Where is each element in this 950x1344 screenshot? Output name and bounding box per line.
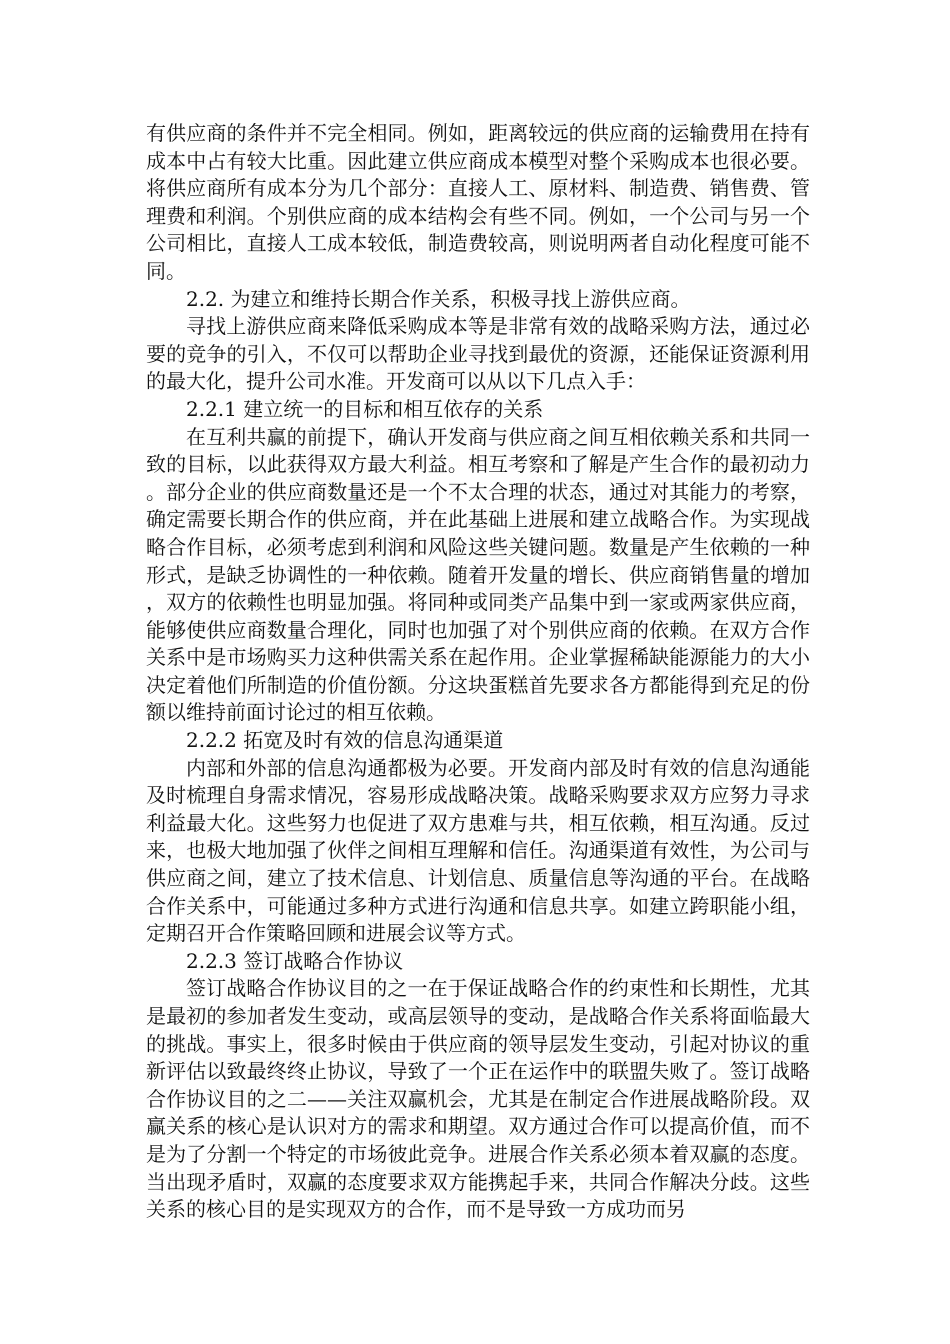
paragraph-communication-channels: 内部和外部的信息沟通都极为必要。开发商内部及时有效的信息沟通能及时梳理自身需求情况，容易形成战略决策。战略采购要求双方应努力寻求利益最大化。这些努力也促进了双方患难与共，相互依赖，相互沟通。反过来，也极大地加强了伙伴之间相互理解和信任。沟通渠道有效性，为公司与供应商之间，建立了技术信息、计划信息、质量信息等沟通的平台。在战略合作关系中，可能通过多种方式进行沟通和信息共享。如建立跨职能小组，定期召开合作策略回顾和进展会议等方式。	[146, 755, 810, 946]
paragraph-mutual-dependence: 在互利共赢的前提下，确认开发商与供应商之间互相依赖关系和共同一致的目标，以此获得双方最大利益。相互考察和了解是产生合作的最初动力。部分企业的供应商数量还是一个不太合理的状态，通过对其能力的考察，确定需要长期合作的供应商，并在此基础上进展和建立战略合作。为实现战略合作目标，必须考虑到利润和风险这些关键问题。数量是产生依赖的一种形式，是缺乏协调性的一种依赖。随着开发量的增长、供应商销售量的增加，双方的依赖性也明显加强。将同种或同类产品集中到一家或两家供应商，能够使供应商数量合理化，同时也加强了对个别供应商的依赖。在双方合作关系中是市场购买力这种供需关系在起作用。企业掌握稀缺能源能力的大小决定着他们所制造的价值份额。分这块蛋糕首先要求各方都能得到充足的份额以维持前面讨论过的相互依赖。	[146, 424, 810, 725]
section-heading-2-2-1: 2.2.1 建立统一的目标和相互依存的关系	[186, 396, 544, 421]
paragraph-supplier-cost-structure: 有供应商的条件并不完全相同。例如，距离较远的供应商的运输费用在持有成本中占有较大比重。因此建立供应商成本模型对整个采购成本也很必要。将供应商所有成本分为几个部分：直接人工、原材料、制造费、销售费、管理费和利润。个别供应商的成本结构会有些不同。例如，一个公司与另一个公司相比，直接人工成本较低，制造费较高，则说明两者自动化程度可能不同。	[146, 121, 810, 283]
section-heading-2-2-2: 2.2.2 拓宽及时有效的信息沟通渠道	[186, 728, 504, 753]
document-page	[146, 120, 810, 1224]
section-heading-2-2-3: 2.2.3 签订战略合作协议	[186, 948, 404, 973]
section-heading-2-2: 2.2. 为建立和维持长期合作关系，积极寻找上游供应商。	[186, 286, 691, 311]
paragraph-strategic-agreement: 签订战略合作协议目的之一在于保证战略合作的约束性和长期性，尤其是最初的参加者发生变动，或高层领导的变动，是战略合作关系将面临最大的挑战。事实上，很多时候由于供应商的领导层发生变动，引起对协议的重新评估以致最终终止协议，导致了一个正在运作中的联盟失败了。签订战略合作协议目的之二——关注双赢机会，尤其是在制定合作进展战略阶段。双赢关系的核心是认识对方的需求和期望。双方通过合作可以提高价值，而不是为了分割一个特定的市场彼此竞争。进展合作关系必须本着双赢的态度。当出现矛盾时，双赢的态度要求双方能携起手来，共同合作解决分歧。这些关系的核心目的是实现双方的合作，而不是导致一方成功而另	[146, 976, 810, 1222]
paragraph-upstream-suppliers: 寻找上游供应商来降低采购成本等是非常有效的战略采购方法，通过必要的竞争的引入，不仅可以帮助企业寻找到最优的资源，还能保证资源利用的最大化，提升公司水准。开发商可以从以下几点入手：	[146, 314, 810, 394]
